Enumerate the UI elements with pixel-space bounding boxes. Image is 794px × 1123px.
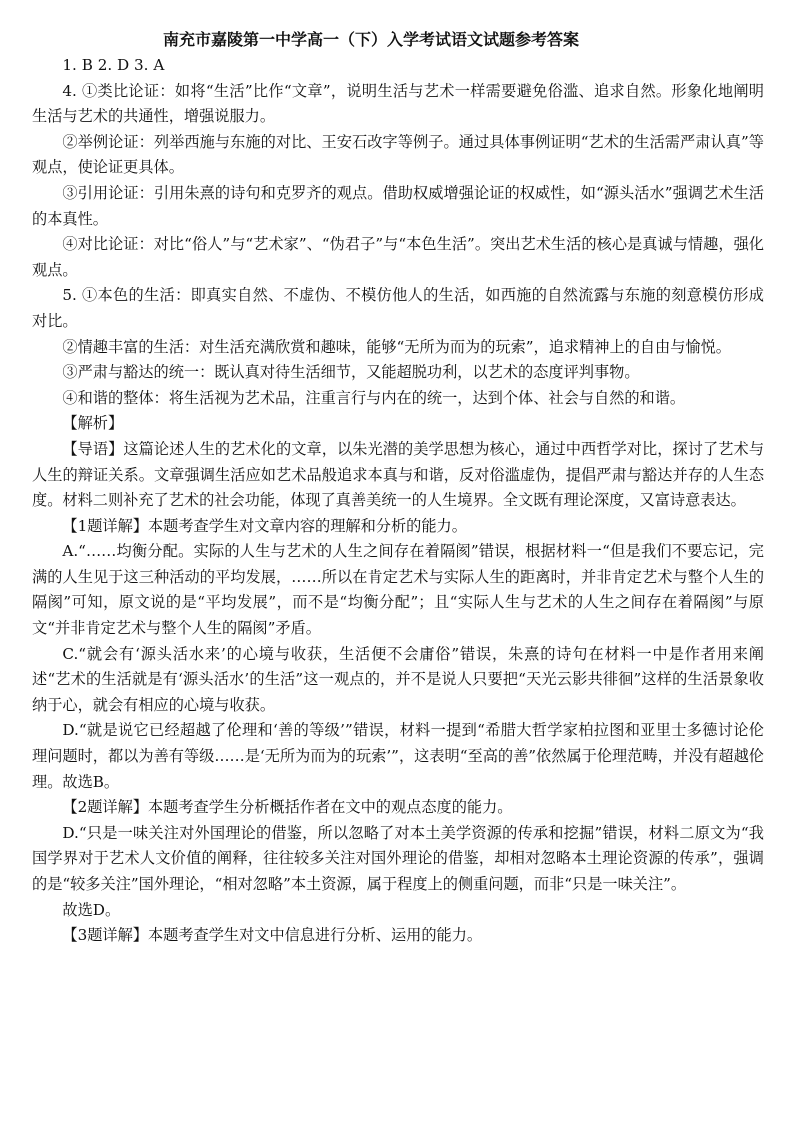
answer-paragraph: 1. B 2. D 3. A [62,56,165,74]
answer-paragraph: 【导语】这篇论述人生的艺术化的文章，以朱光潜的美学思想为核心，通过中西哲学对比，探讨了艺术与人生的辩证关系。文章强调生活应如艺术品般追求本真与和谐，反对俗滥虚伪，提倡严肃与豁达并存的人生态度。材料二则补充了艺术的社会功能，体现了真善美统一的人生境界。全文既有理论深度，又富诗意表达。 [32,439,764,510]
answer-paragraph: ②举例论证：列举西施与东施的对比、王安石改字等例子。通过具体事例证明“艺术的生活需严肃认真”等观点，使论证更具体。 [32,132,764,177]
answer-paragraph: D.“只是一味关注对外国理论的借鉴，所以忽略了对本土美学资源的传承和挖掘”错误，材料二原文为“我国学界对于艺术人文价值的阐释，往往较多关注对国外理论的借鉴，却相对忽略本土理论资源的传承”，强调的是“较多关注”国外理论，“相对忽略”本土资源，属于程度上的侧重问题，而非“只是一味关注”。 [32,823,764,893]
answer-paragraph: 【3题详解】本题考查学生对文中信息进行分析、运用的能力。 [62,926,483,945]
document-title: 南充市嘉陵第一中学高一（下）入学考试语文试题参考答案 [163,30,580,49]
answer-paragraph: ③引用论证：引用朱熹的诗句和克罗齐的观点。借助权威增强论证的权威性，如“源头活水”强调艺术生活的本真性。 [32,183,764,228]
answer-content [32,53,764,949]
answer-paragraph: ④对比论证：对比“俗人”与“艺术家”、“伪君子”与“本色生活”。突出艺术生活的核心是真诚与情趣，强化观点。 [32,235,764,279]
answer-paragraph: A.“……均衡分配。实际的人生与艺术的人生之间存在着隔阂”错误，根据材料一“但是我们不要忘记，完满的人生见于这三种活动的平均发展，……所以在肯定艺术与实际人生的距离时，并非肯定艺术与整个人生的隔阂”可知，原文说的是“平均发展”，而不是“均衡分配”；且“实际人生与艺术的人生之间存在着隔阂”与原文“并非肯定艺术与整个人生的隔阂”矛盾。 [32,542,764,638]
answer-paragraph: 5. ①本色的生活：即真实自然、不虚伪、不模仿他人的生活，如西施的自然流露与东施的刻意模仿形成对比。 [32,286,764,330]
answer-paragraph: 故选D。 [62,900,121,919]
answer-paragraph: ③严肃与豁达的统一：既认真对待生活细节，又能超脱功利，以艺术的态度评判事物。 [62,363,640,382]
analysis-heading: 【解析】 [62,414,124,433]
answer-paragraph: ④和谐的整体：将生活视为艺术品，注重言行与内在的统一，达到个体、社会与自然的和谐。 [62,388,686,407]
answer-paragraph: ②情趣丰富的生活：对生活充满欣赏和趣味，能够“无所为而为的玩索”，追求精神上的自由与愉悦。 [62,337,731,356]
answer-paragraph: 4. ①类比论证：如将“生活”比作“文章”，说明生活与艺术一样需要避免俗滥、追求自然。形象化地阐明生活与艺术的共通性，增强说服力。 [32,81,764,126]
answer-paragraph: 【1题详解】本题考查学生对文章内容的理解和分析的能力。 [62,516,467,535]
answer-paragraph: C.“就会有‘源头活水来’的心境与收获，生活便不会庸俗”错误，朱熹的诗句在材料一中是作者用来阐述“艺术的生活就是有‘源头活水’的生活”这一观点的，并不是说人只要把“天光云影共徘徊”这样的生活景象收纳于心，就会有相应的心境与收获。 [32,644,764,714]
answer-paragraph: D.“就是说它已经超越了伦理和‘善的等级’”错误，材料一提到“希腊大哲学家柏拉图和亚里士多德讨论伦理问题时，都以为善有等级……是‘无所为而为的玩索’”，这表明“至高的善”依然属于伦理范畴，并没有超越伦理。故选B。 [32,721,764,791]
answer-paragraph: 【2题详解】本题考查学生分析概括作者在文中的观点态度的能力。 [62,798,513,817]
